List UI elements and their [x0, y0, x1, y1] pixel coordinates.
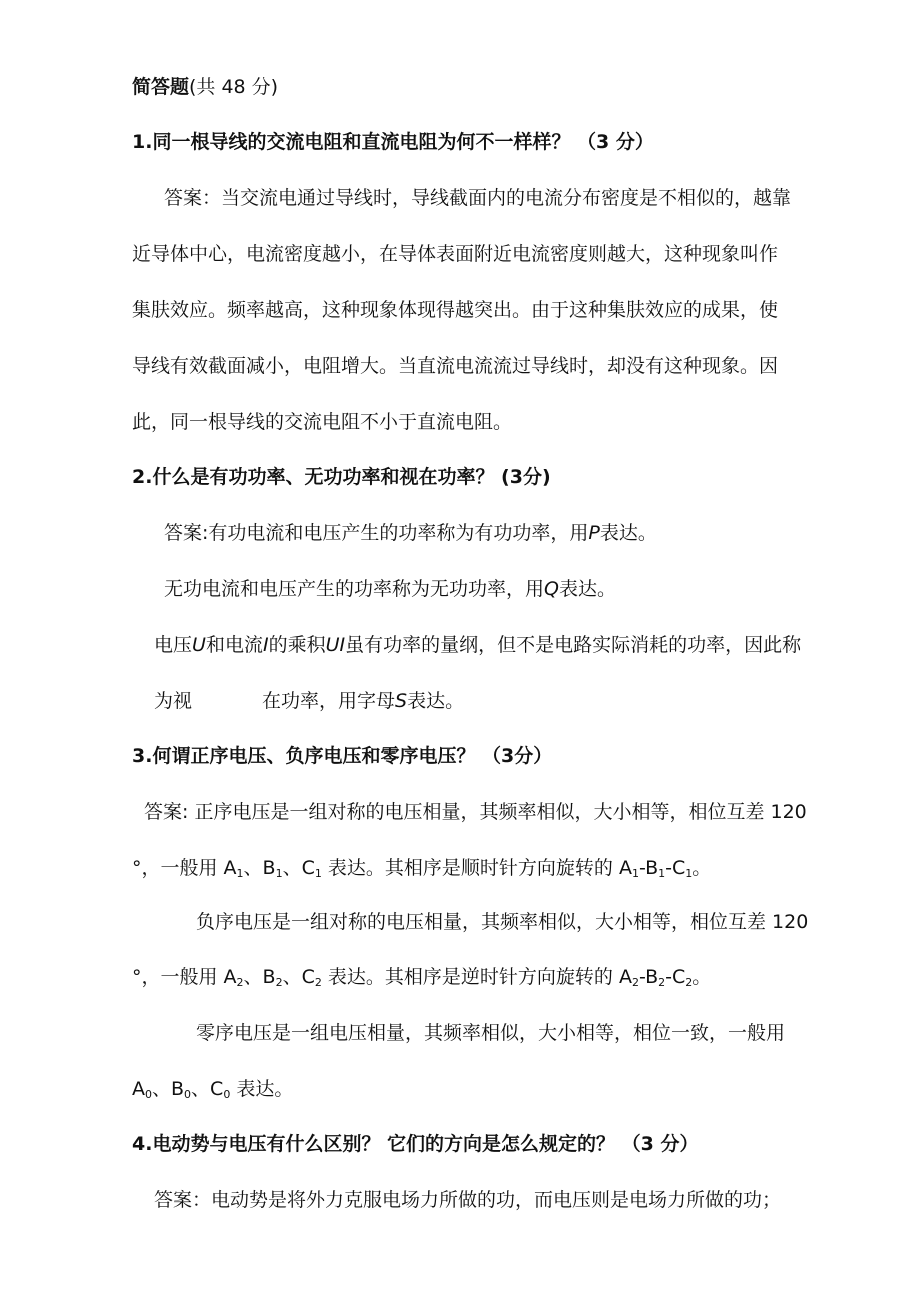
q2-answer-active-power	[164, 519, 657, 547]
text-seg: 、B	[243, 857, 276, 879]
q3-negative-sequence-line-1: 负序电压是一组对称的电压相量，其频率相似，大小相等，相位互差 120	[196, 911, 809, 933]
q2-a3-text-4: 虽有功率的量纲，但不是电路实际消耗的功率，因此称	[345, 634, 802, 656]
text-seg: 、C	[282, 966, 315, 988]
question-1-title: 1.同一根导线的交流电阻和直流电阻为何不一样样？ （3 分）	[132, 131, 654, 153]
text-seg: -B	[638, 857, 659, 879]
q3-positive-sequence-line-1: 答案: 正序电压是一组对称的电压相量，其频率相似，大小相等，相位互差 120	[144, 801, 807, 823]
symbol-s: S	[395, 690, 408, 712]
text-seg: 表达。	[230, 1078, 294, 1100]
q1-answer-line-5: 此，同一根导线的交流电阻不小于直流电阻。	[132, 411, 513, 433]
text-seg: 。	[692, 857, 712, 879]
text-seg: 、B	[152, 1078, 185, 1100]
subscript: 1	[275, 867, 283, 880]
subscript: 1	[658, 867, 666, 880]
symbol-i: I	[262, 634, 269, 656]
text-seg: -C	[665, 966, 686, 988]
q1-answer-line-1: 答案：当交流电通过导线时，导线截面内的电流分布密度是不相似的，越靠	[164, 187, 792, 209]
q2-answer-apparent-power-2a: 为视	[154, 690, 193, 712]
symbol-u: U	[192, 634, 206, 656]
q1-answer-line-3: 集肤效应。频率越高，这种现象体现得越突出。由于这种集肤效应的成果，使	[132, 299, 779, 321]
q2-a3-text-1: 电压	[154, 634, 193, 656]
subscript: 1	[685, 867, 693, 880]
question-4-title: 4.电动势与电压有什么区别？ 它们的方向是怎么规定的？ （3 分）	[132, 1133, 699, 1155]
q2-answer-reactive-power	[164, 575, 616, 603]
subscript: 2	[685, 976, 693, 989]
text-seg: °，一般用 A	[132, 966, 237, 988]
q2-a1-text: 答案:有功电流和电压产生的功率称为有功功率，用	[164, 522, 589, 544]
q3-negative-sequence-line-2	[132, 963, 711, 991]
subscript: 2	[631, 976, 639, 989]
symbol-ui: UI	[325, 634, 346, 656]
question-2-title: 2.什么是有功功率、无功功率和视在功率？ (3分)	[132, 466, 551, 488]
text-seg: 。	[692, 966, 712, 988]
subscript: 2	[658, 976, 666, 989]
q2-a3-text-2: 和电流	[205, 634, 263, 656]
q2-a3-text-3: 的乘积	[268, 634, 326, 656]
text-seg: °，一般用 A	[132, 857, 237, 879]
text-seg: 表达。其相序是逆时针方向旋转的 A	[321, 966, 632, 988]
q1-answer-line-2: 近导体中心，电流密度越小，在导体表面附近电流密度则越大，这种现象叫作	[132, 243, 779, 265]
q1-answer-line-4: 导线有效截面减小，电阻增大。当直流电流流过导线时，却没有这种现象。因	[132, 355, 779, 377]
q4-answer-line-1: 答案：电动势是将外力克服电场力所做的功，而电压则是电场力所做的功；	[154, 1189, 782, 1211]
text-seg: A	[132, 1078, 145, 1100]
symbol-p: P	[588, 522, 600, 544]
text-seg: 、B	[243, 966, 276, 988]
q3-positive-sequence-line-2	[132, 854, 711, 882]
subscript: 0	[145, 1088, 152, 1101]
q2-a1-suffix: 表达。	[599, 522, 657, 544]
subscript: 1	[631, 867, 639, 880]
text-seg: -C	[665, 857, 686, 879]
text-seg: 、C	[191, 1078, 224, 1100]
question-3-title: 3.何谓正序电压、负序电压和零序电压？ （3分）	[132, 745, 553, 767]
subscript: 2	[236, 976, 244, 989]
q2-a2-text: 无功电流和电压产生的功率称为无功功率，用	[164, 578, 545, 600]
q3-zero-sequence-line-2	[132, 1075, 293, 1103]
q2-answer-apparent-power-2b	[262, 687, 464, 715]
text-seg: 表达。其相序是顺时针方向旋转的 A	[321, 857, 632, 879]
q2-a2-suffix: 表达。	[558, 578, 616, 600]
section-title: 简答题	[132, 76, 190, 98]
subscript: 2	[314, 976, 322, 989]
section-heading	[132, 73, 278, 101]
q3-zero-sequence-line-1: 零序电压是一组电压相量，其频率相似，大小相等，相位一致，一般用	[196, 1022, 786, 1044]
symbol-q: Q	[544, 578, 559, 600]
subscript: 0	[184, 1088, 192, 1101]
q2-answer-apparent-power-1	[154, 631, 801, 659]
subscript: 2	[275, 976, 283, 989]
text-seg: 、C	[282, 857, 315, 879]
section-points: (共 48 分)	[189, 76, 279, 98]
q2-a4-text: 在功率，用字母	[262, 690, 396, 712]
subscript: 1	[314, 867, 322, 880]
subscript: 0	[223, 1088, 231, 1101]
q2-a4-suffix: 表达。	[407, 690, 465, 712]
text-seg: -B	[638, 966, 659, 988]
subscript: 1	[236, 867, 244, 880]
